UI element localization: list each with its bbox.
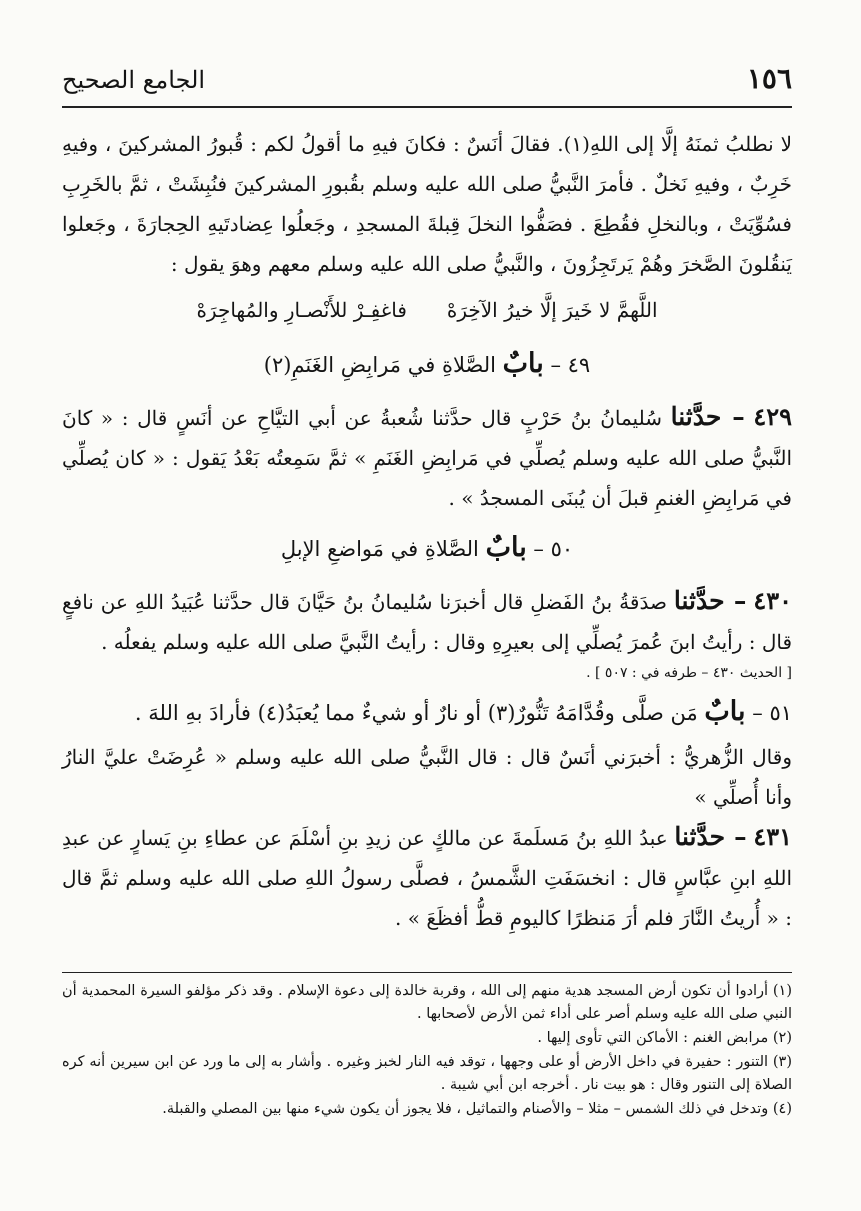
book-title: الجامع الصحيح xyxy=(62,66,206,94)
poem-verse xyxy=(62,290,792,330)
footnotes xyxy=(62,980,792,1122)
hadith-text: سُليمانُ بنُ حَرْبٍ قال حدَّثنا شُعبةُ عن أبي التيَّاحِ عن أنَسٍ قال : « كانَ النَّبيُّ صلى الله عليه وسلم يُصلِّي في مَرابِضِ الغَنَمِ » ثمَّ سَمِعتُه بَعْدُ يَقول : « كان يُصلِّي في مَرابِضِ الغنمِ قبلَ أن يُبنَى المسجدُ » . xyxy=(62,406,792,510)
page-body xyxy=(62,124,792,938)
chapter-title: الصَّلاةِ في مَرابِضِ الغَنَمِ(٢) xyxy=(263,353,496,377)
footnote-3 xyxy=(62,1051,792,1097)
footnote-2 xyxy=(62,1027,792,1050)
intro-paragraph: لا نطلبُ ثمنَهُ إلَّا إلى اللهِ(١). فقالَ أنَسٌ : فكانَ فيهِ ما أقولُ لكم : قُبورُ المشركينَ ، وفيهِ خَرِبٌ ، وفيهِ نَخلٌ . فأمرَ النَّبيُّ صلى الله عليه وسلم بقُبورِ المشركينَ فنُبِشَتْ ، ثمَّ بالخَرِبِ فسُوِّيَتْ ، وبالنخلِ فقُطِعَ . فصَفُّوا النخلَ قِبلةَ المسجدِ ، وجَعلُوا عِضادتَيهِ الحِجارَةَ ، وجَعلوا يَنقُلونَ الصَّخرَ وهُمْ يَرتَجِزُونَ ، والنَّبيُّ صلى الله عليه وسلم معهم وهوَ يقول : xyxy=(62,132,792,276)
chapter-heading-51 xyxy=(62,692,792,733)
footnote-1 xyxy=(62,980,792,1026)
footnote-number: (٣) xyxy=(772,1054,793,1070)
chapter-heading-49 xyxy=(62,344,792,385)
footnote-number: (٢) xyxy=(772,1030,792,1046)
chapter-title: مَن صلَّى وقُدَّامَهُ تَنُّورٌ(٣) أو نارٌ أو شيءٌ مما يُعبَدُ(٤) فأرادَ بهِ اللهَ . xyxy=(134,701,698,725)
poem-first-hemistich: اللَّهمَّ لا خَيرَ إلَّا خيرُ الآخِرَهْ xyxy=(446,298,658,322)
hadith-keyword: – حدَّثنا xyxy=(674,822,747,851)
chapter-keyword: بابٌ xyxy=(485,532,527,563)
zuhri-narration: وقال الزُّهريُّ : أخبرَني أنَسٌ قال : قال النَّبيُّ صلى الله عليه وسلم « عُرِضَتْ عليَّ النارُ وأنا أُصلِّي » xyxy=(62,745,792,809)
hadith-text: عبدُ اللهِ بنُ مَسلَمةَ عن مالكٍ عن زيدِ بنِ أسْلَمَ عن عطاءِ بنِ يَسارٍ عن عبدِ اللهِ ابنِ عبَّاسٍ قال : انخسَفَتِ الشَّمسُ ، فصلَّى رسولُ اللهِ صلى الله عليه وسلم ثمَّ قال : « أُريتُ النَّارَ فلم أرَ مَنظرًا كاليومِ قطُّ أفظَعَ » . xyxy=(62,826,792,930)
hadith-number: ٤٣١ xyxy=(753,822,792,851)
footnote-rule xyxy=(62,972,792,973)
hadith-keyword: – حدَّثنا xyxy=(673,586,747,615)
poem-second-hemistich: فاغفِـرْ للأَنْصـارِ والمُهاجِرَهْ xyxy=(196,298,407,322)
hadith-keyword: – حدَّثنا xyxy=(670,402,745,431)
hadith-430 xyxy=(62,581,792,662)
footnote-4 xyxy=(62,1098,792,1121)
footnote-number: (٤) xyxy=(772,1101,792,1117)
chapter-number: ٥٠ – xyxy=(533,537,574,561)
footnote-text: وتدخل في ذلك الشمس – مثلا – والأصنام والتماثيل ، فلا يجوز أن يكون شيء منها بين المصلي والقبلة. xyxy=(162,1101,769,1117)
footnote-number: (١) xyxy=(772,983,792,999)
hadith-text: صدَقةُ بنُ الفَضلِ قال أخبرَنا سُليمانُ بنُ حَيَّانَ قال حدَّثنا عُبَيدُ اللهِ عن نافعٍ قال : رأيتُ ابنَ عُمرَ يُصلِّي إلى بعيرِهِ وقال : رأيتُ النَّبيَّ صلى الله عليه وسلم يفعلُه . xyxy=(62,590,792,654)
chapter-heading-50 xyxy=(62,528,792,569)
chapter-number: ٥١ – xyxy=(752,701,792,725)
chapter-keyword: بابٌ xyxy=(704,696,746,727)
hadith-431 xyxy=(62,817,792,938)
hadith-number: ٤٢٩ xyxy=(753,402,793,431)
footnote-text: التنور : حفيرة في داخل الأرض أو على وجهها ، توقد فيه النار لخبز وغيره . وأشار به إلى ما ورد عن ابن سيرين أنه كره الصلاة إلى التنور وقال : هو بيت نار . أخرجه ابن أبي شيبة . xyxy=(62,1054,792,1093)
hadith-number: ٤٣٠ xyxy=(753,586,793,615)
page-number: ١٥٦ xyxy=(746,62,792,95)
chapter-title: الصَّلاةِ في مَواضعِ الإبلِ xyxy=(280,537,479,561)
page-header xyxy=(62,56,792,108)
hadith-429 xyxy=(62,397,792,518)
chapter-number: ٤٩ – xyxy=(550,353,591,377)
chapter-keyword: بابٌ xyxy=(502,348,544,379)
footnote-text: مرابض الغنم : الأماكن التي تأوى إليها . xyxy=(537,1030,769,1046)
header-rule xyxy=(62,106,792,108)
footnote-text: أرادوا أن تكون أرض المسجد هدية منهم إلى الله ، وقربة خالدة إلى دعوة الإسلام . وقد ذكر مؤلفو السيرة المحمدية أن النبي صلى الله عليه وسلم أصر على أداء ثمن الأرض لأصحابها . xyxy=(62,983,792,1022)
hadith-reference: [ الحديث ٤٣٠ – طرفه في : ٥٠٧ ] . xyxy=(586,665,792,681)
